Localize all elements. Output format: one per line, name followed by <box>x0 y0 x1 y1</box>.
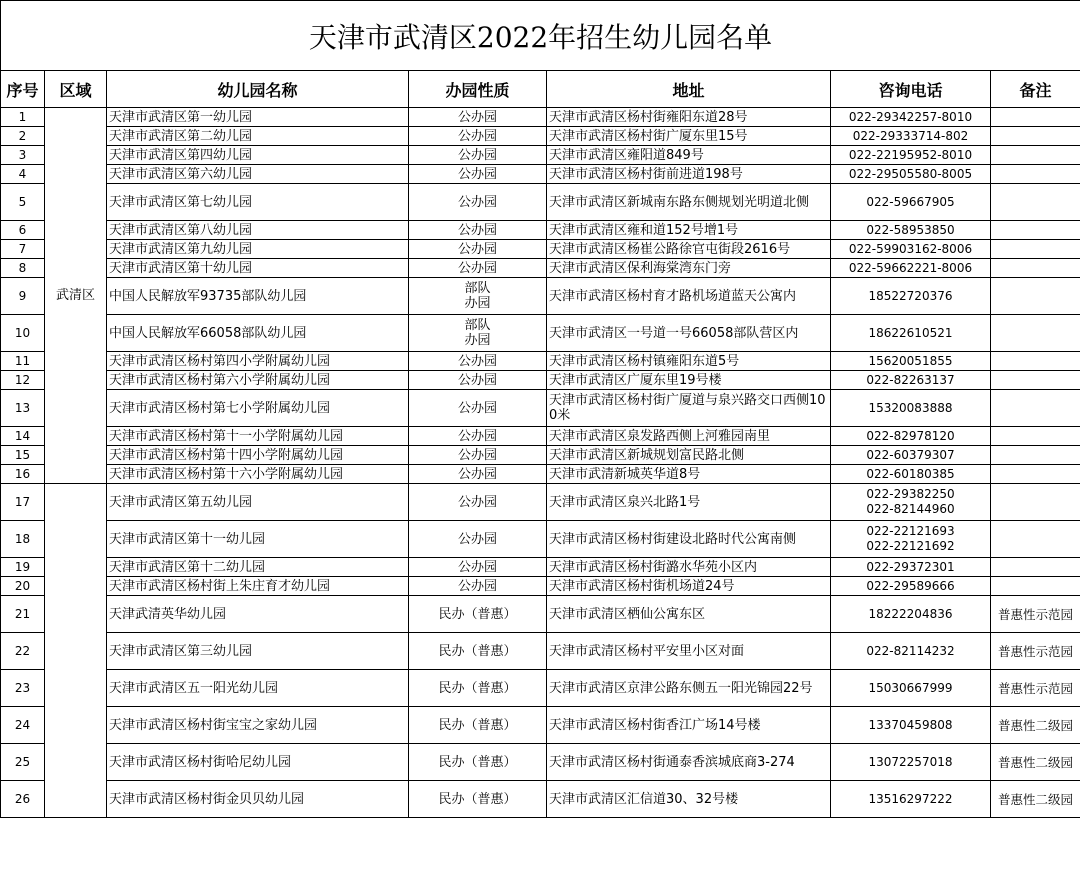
school-type: 公办园 <box>409 127 547 146</box>
address: 天津市武清区杨村育才路机场道蓝天公寓内 <box>547 278 831 315</box>
phone: 022-29372301 <box>831 558 991 577</box>
region-cell-continued <box>45 484 107 818</box>
header-note: 备注 <box>991 71 1080 108</box>
table-row <box>1 352 1080 371</box>
table-row <box>1 670 1080 707</box>
note <box>991 521 1080 558</box>
note: 普惠性二级园 <box>991 744 1080 781</box>
address: 天津市武清区杨村镇雍阳东道5号 <box>547 352 831 371</box>
address: 天津市武清区泉兴北路1号 <box>547 484 831 521</box>
address: 天津市武清新城英华道8号 <box>547 465 831 484</box>
note: 普惠性示范园 <box>991 596 1080 633</box>
table-row <box>1 577 1080 596</box>
address: 天津市武清区京津公路东侧五一阳光锦园22号 <box>547 670 831 707</box>
phone: 022-82114232 <box>831 633 991 670</box>
kindergarten-name: 天津市武清区杨村第七小学附属幼儿园 <box>107 390 409 427</box>
note <box>991 259 1080 278</box>
note <box>991 108 1080 127</box>
address: 天津市武清区栖仙公寓东区 <box>547 596 831 633</box>
table-row <box>1 521 1080 558</box>
kindergarten-name: 天津市武清区杨村街宝宝之家幼儿园 <box>107 707 409 744</box>
note <box>991 577 1080 596</box>
row-number: 10 <box>1 315 45 352</box>
school-type: 民办（普惠） <box>409 670 547 707</box>
kindergarten-name: 天津武清英华幼儿园 <box>107 596 409 633</box>
table-row <box>1 315 1080 352</box>
row-number: 16 <box>1 465 45 484</box>
header-name: 幼儿园名称 <box>107 71 409 108</box>
phone: 022-29589666 <box>831 577 991 596</box>
row-number: 12 <box>1 371 45 390</box>
address: 天津市武清区杨村街通泰香滨城底商3-274 <box>547 744 831 781</box>
phone: 022-58953850 <box>831 221 991 240</box>
address: 天津市武清区杨村街机场道24号 <box>547 577 831 596</box>
row-number: 25 <box>1 744 45 781</box>
kindergarten-name: 天津市武清区第九幼儿园 <box>107 240 409 259</box>
note <box>991 240 1080 259</box>
phone: 022-59667905 <box>831 184 991 221</box>
phone: 022-82263137 <box>831 371 991 390</box>
address: 天津市武清区杨村街香江广场14号楼 <box>547 707 831 744</box>
row-number: 2 <box>1 127 45 146</box>
table-row <box>1 744 1080 781</box>
note <box>991 221 1080 240</box>
address: 天津市武清区杨崔公路徐官屯街段2616号 <box>547 240 831 259</box>
phone: 15320083888 <box>831 390 991 427</box>
table-row <box>1 781 1080 818</box>
header-address: 地址 <box>547 71 831 108</box>
school-type: 公办园 <box>409 184 547 221</box>
row-number: 9 <box>1 278 45 315</box>
row-number: 23 <box>1 670 45 707</box>
table-row <box>1 633 1080 670</box>
table-row <box>1 371 1080 390</box>
note <box>991 184 1080 221</box>
school-type: 民办（普惠） <box>409 596 547 633</box>
table-row <box>1 278 1080 315</box>
phone-line-1: 022-22121693 <box>866 524 955 538</box>
address: 天津市武清区新城南东路东侧规划光明道北侧 <box>547 184 831 221</box>
phone: 022-60379307 <box>831 446 991 465</box>
row-number: 13 <box>1 390 45 427</box>
note <box>991 558 1080 577</box>
header-phone: 咨询电话 <box>831 71 991 108</box>
kindergarten-name: 天津市武清区杨村第十一小学附属幼儿园 <box>107 427 409 446</box>
row-number: 5 <box>1 184 45 221</box>
note <box>991 371 1080 390</box>
kindergarten-name: 天津市武清区杨村第四小学附属幼儿园 <box>107 352 409 371</box>
note <box>991 446 1080 465</box>
row-number: 22 <box>1 633 45 670</box>
kindergarten-name: 天津市武清区第二幼儿园 <box>107 127 409 146</box>
row-number: 24 <box>1 707 45 744</box>
address: 天津市武清区杨村街前进道198号 <box>547 165 831 184</box>
school-type: 公办园 <box>409 390 547 427</box>
school-type: 公办园 <box>409 221 547 240</box>
kindergarten-name: 天津市武清区第十幼儿园 <box>107 259 409 278</box>
row-number: 21 <box>1 596 45 633</box>
phone: 022-29342257-8010 <box>831 108 991 127</box>
region-cell: 武清区 <box>45 108 107 484</box>
kindergarten-name: 天津市武清区杨村街上朱庄育才幼儿园 <box>107 577 409 596</box>
note <box>991 146 1080 165</box>
phone-line-2: 022-82144960 <box>866 502 955 516</box>
kindergarten-name: 天津市武清区杨村第六小学附属幼儿园 <box>107 371 409 390</box>
row-number: 7 <box>1 240 45 259</box>
address: 天津市武清区保利海棠湾东门旁 <box>547 259 831 278</box>
address: 天津市武清区杨村街广厦道与泉兴路交口西侧100米 <box>547 390 831 427</box>
row-number: 17 <box>1 484 45 521</box>
address: 天津市武清区泉发路西侧上河雅园南里 <box>547 427 831 446</box>
address: 天津市武清区杨村街广厦东里15号 <box>547 127 831 146</box>
row-number: 20 <box>1 577 45 596</box>
kindergarten-name: 天津市武清区第六幼儿园 <box>107 165 409 184</box>
row-number: 18 <box>1 521 45 558</box>
note <box>991 484 1080 521</box>
school-type: 公办园 <box>409 577 547 596</box>
school-type: 公办园 <box>409 521 547 558</box>
kindergarten-name: 中国人民解放军66058部队幼儿园 <box>107 315 409 352</box>
table-row <box>1 465 1080 484</box>
table-row <box>1 427 1080 446</box>
note <box>991 315 1080 352</box>
school-type: 公办园 <box>409 352 547 371</box>
phone-line-2: 022-22121692 <box>866 539 955 553</box>
address: 天津市武清区汇信道30、32号楼 <box>547 781 831 818</box>
table-row <box>1 390 1080 427</box>
address: 天津市武清区杨村街潞水华苑小区内 <box>547 558 831 577</box>
kindergarten-name: 天津市武清区第十二幼儿园 <box>107 558 409 577</box>
note <box>991 390 1080 427</box>
row-number: 3 <box>1 146 45 165</box>
row-number: 15 <box>1 446 45 465</box>
phone: 13516297222 <box>831 781 991 818</box>
school-type: 公办园 <box>409 446 547 465</box>
address: 天津市武清区杨村平安里小区对面 <box>547 633 831 670</box>
row-number: 6 <box>1 221 45 240</box>
note: 普惠性二级园 <box>991 781 1080 818</box>
table-row <box>1 707 1080 744</box>
school-type: 民办（普惠） <box>409 781 547 818</box>
kindergarten-name: 天津市武清区第五幼儿园 <box>107 484 409 521</box>
school-type: 公办园 <box>409 558 547 577</box>
note <box>991 127 1080 146</box>
kindergarten-name: 天津市武清区第四幼儿园 <box>107 146 409 165</box>
note <box>991 165 1080 184</box>
address: 天津市武清区广厦东里19号楼 <box>547 371 831 390</box>
header-region: 区域 <box>45 71 107 108</box>
phone: 022-29505580-8005 <box>831 165 991 184</box>
school-type: 公办园 <box>409 465 547 484</box>
table-row <box>1 184 1080 221</box>
address: 天津市武清区杨村街建设北路时代公寓南侧 <box>547 521 831 558</box>
table-row <box>1 146 1080 165</box>
table-row <box>1 165 1080 184</box>
phone-line-1: 022-29382250 <box>866 487 955 501</box>
row-number: 26 <box>1 781 45 818</box>
phone: 022-29333714-802 <box>831 127 991 146</box>
row-number: 11 <box>1 352 45 371</box>
table-row <box>1 558 1080 577</box>
phone: 022-59662221-8006 <box>831 259 991 278</box>
school-type: 公办园 <box>409 427 547 446</box>
school-type: 公办园 <box>409 146 547 165</box>
page-title: 天津市武清区2022年招生幼儿园名单 <box>1 1 1080 71</box>
school-type: 公办园 <box>409 240 547 259</box>
kindergarten-name: 天津市武清区第十一幼儿园 <box>107 521 409 558</box>
address: 天津市武清区雍阳道849号 <box>547 146 831 165</box>
kindergarten-name: 天津市武清区杨村街哈尼幼儿园 <box>107 744 409 781</box>
header-no: 序号 <box>1 71 45 108</box>
school-type: 部队办园 <box>409 315 547 352</box>
phone: 13072257018 <box>831 744 991 781</box>
table-row <box>1 259 1080 278</box>
phone: 18222204836 <box>831 596 991 633</box>
note <box>991 465 1080 484</box>
kindergarten-name: 中国人民解放军93735部队幼儿园 <box>107 278 409 315</box>
table-row <box>1 108 1080 127</box>
kindergarten-name: 天津市武清区第一幼儿园 <box>107 108 409 127</box>
phone: 15620051855 <box>831 352 991 371</box>
phone: 022-82978120 <box>831 427 991 446</box>
row-number: 14 <box>1 427 45 446</box>
school-type: 公办园 <box>409 108 547 127</box>
table-row <box>1 484 1080 521</box>
kindergarten-name: 天津市武清区第三幼儿园 <box>107 633 409 670</box>
phone: 18622610521 <box>831 315 991 352</box>
kindergarten-name: 天津市武清区五一阳光幼儿园 <box>107 670 409 707</box>
address: 天津市武清区杨村街雍阳东道28号 <box>547 108 831 127</box>
note <box>991 427 1080 446</box>
address: 天津市武清区雍和道152号增1号 <box>547 221 831 240</box>
header-type: 办园性质 <box>409 71 547 108</box>
kindergarten-name: 天津市武清区第七幼儿园 <box>107 184 409 221</box>
phone: 15030667999 <box>831 670 991 707</box>
table-row <box>1 446 1080 465</box>
school-type: 民办（普惠） <box>409 744 547 781</box>
school-type: 部队办园 <box>409 278 547 315</box>
phone: 022-59903162-8006 <box>831 240 991 259</box>
note: 普惠性二级园 <box>991 707 1080 744</box>
table-row <box>1 127 1080 146</box>
table-row <box>1 240 1080 259</box>
phone <box>831 484 991 521</box>
table-body <box>1 108 1080 818</box>
row-number: 4 <box>1 165 45 184</box>
kindergarten-name: 天津市武清区杨村街金贝贝幼儿园 <box>107 781 409 818</box>
table-row <box>1 596 1080 633</box>
address: 天津市武清区新城规划富民路北侧 <box>547 446 831 465</box>
school-type: 民办（普惠） <box>409 707 547 744</box>
school-type: 公办园 <box>409 165 547 184</box>
kindergarten-name: 天津市武清区第八幼儿园 <box>107 221 409 240</box>
row-number: 1 <box>1 108 45 127</box>
note <box>991 352 1080 371</box>
school-type: 民办（普惠） <box>409 633 547 670</box>
school-type: 公办园 <box>409 484 547 521</box>
kindergarten-name: 天津市武清区杨村第十四小学附属幼儿园 <box>107 446 409 465</box>
row-number: 19 <box>1 558 45 577</box>
phone <box>831 521 991 558</box>
phone: 13370459808 <box>831 707 991 744</box>
note: 普惠性示范园 <box>991 633 1080 670</box>
note: 普惠性示范园 <box>991 670 1080 707</box>
table-row <box>1 221 1080 240</box>
school-type: 公办园 <box>409 371 547 390</box>
kindergarten-name: 天津市武清区杨村第十六小学附属幼儿园 <box>107 465 409 484</box>
phone: 022-22195952-8010 <box>831 146 991 165</box>
row-number: 8 <box>1 259 45 278</box>
school-type: 公办园 <box>409 259 547 278</box>
phone: 022-60180385 <box>831 465 991 484</box>
phone: 18522720376 <box>831 278 991 315</box>
address: 天津市武清区一号道一号66058部队营区内 <box>547 315 831 352</box>
note <box>991 278 1080 315</box>
